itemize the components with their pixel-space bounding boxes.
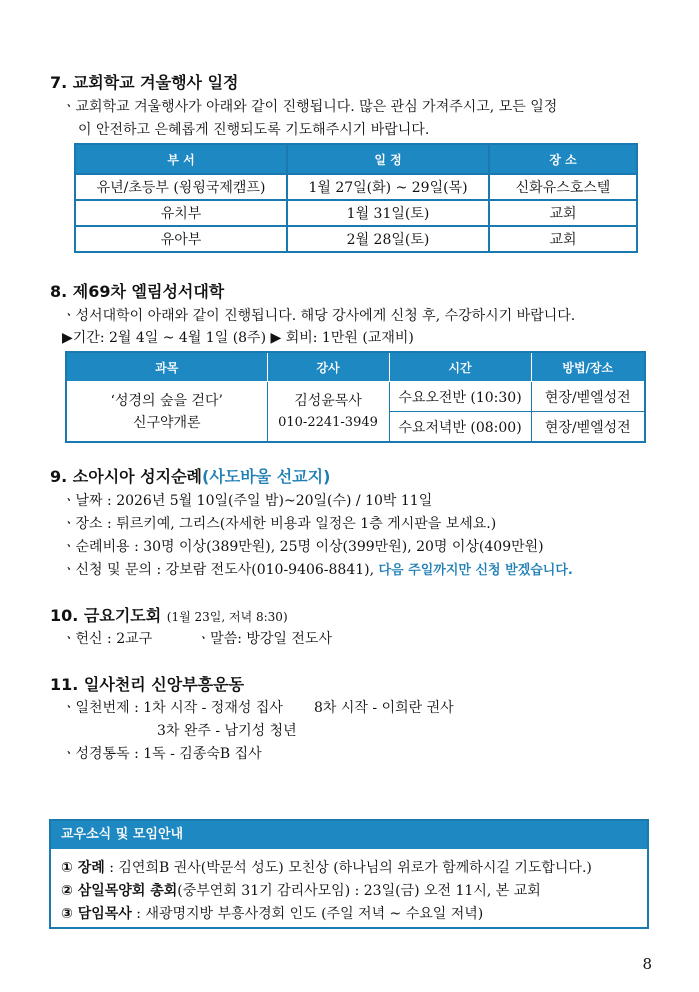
table-row	[75, 174, 637, 200]
lecturer-phone: 010-2241-3949	[278, 414, 378, 430]
section-7-title: 7. 교회학교 겨울행사 일정	[50, 73, 239, 92]
col-header: 강사	[267, 352, 389, 382]
section-9-contact	[62, 559, 573, 579]
section-9-cost: ㆍ순례비용 : 30명 이상(389만원), 25명 이상(399만원), 20명 이상(409만원)	[62, 539, 544, 555]
bible-college-table	[65, 351, 646, 443]
table-cell: 유치부	[75, 200, 287, 226]
church-news-box	[49, 819, 649, 929]
col-header: 시간	[389, 352, 531, 382]
section-9-place: ㆍ장소 : 튀르키예, 그리스(자세한 비용과 일정은 1층 게시판을 보세요.)	[62, 516, 497, 532]
table-cell: 교회	[489, 200, 637, 226]
table-cell: 현장/벧엘성전	[531, 382, 645, 412]
table-cell: 유아부	[75, 226, 287, 252]
table-cell: 수요저녁반 (08:00)	[389, 412, 531, 443]
table-cell: 1월 31일(토)	[287, 200, 489, 226]
news-item-3-label: ③ 담임목사	[61, 906, 132, 922]
winter-events-table	[74, 143, 638, 253]
section-7-line-1: ㆍ교회학교 겨울행사가 아래와 같이 진행됩니다. 많은 관심 가져주시고, 모든 일정	[62, 99, 558, 115]
col-header: 장 소	[489, 144, 637, 174]
news-item-2	[61, 880, 541, 900]
section-9-date: ㆍ날짜 : 2026년 5월 10일(주일 밤)~20일(수) / 10박 11일	[62, 493, 433, 509]
course-title: ‘성경의 숲을 걷다’	[110, 392, 223, 409]
news-item-1-text: : 김연희B 권사(박문석 성도) 모친상 (하나님의 위로가 함께하시길 기도합니다.)	[104, 860, 592, 876]
section-8-period-fee: ▶기간: 2월 4일 ~ 4월 1일 (8주) ▶ 회비: 1만원 (교재비)	[62, 330, 414, 346]
col-header: 일 정	[287, 144, 489, 174]
section-11-line-3: ㆍ성경통독 : 1독 - 김종숙B 집사	[62, 746, 262, 762]
news-item-3	[61, 903, 483, 923]
table-row	[75, 200, 637, 226]
col-header: 과목	[66, 352, 267, 382]
news-item-3-text: : 새광명지방 부흥사경회 인도 (주일 저녁 ~ 수요일 저녁)	[131, 906, 484, 922]
section-9-contact-text: ㆍ신청 및 문의 : 강보람 전도사(010-9406-8841),	[62, 562, 375, 578]
section-11-title: 11. 일사천리 신앙부흥운동	[50, 675, 245, 694]
section-11-line-1: ㆍ일천번제 : 1차 시작 - 정재성 집사 8차 시작 - 이희란 권사	[62, 700, 454, 716]
table-cell: 2월 28일(토)	[287, 226, 489, 252]
news-item-1-label: ① 장례	[61, 860, 105, 876]
section-7-line-2: 이 안전하고 은혜롭게 진행되도록 기도해주시기 바랍니다.	[78, 122, 430, 138]
news-item-2-text: (중부연회 31기 감리사모임) : 23일(금) 오전 11시, 본 교회	[177, 883, 541, 899]
news-item-1	[61, 857, 592, 877]
table-cell: 유년/초등부 (윙윙국제캠프)	[75, 174, 287, 200]
table-cell: 신화유스호스텔	[489, 174, 637, 200]
section-11-line-2: 3차 완주 - 남기성 청년	[157, 723, 297, 739]
course-subtitle: 신구약개론	[132, 414, 201, 431]
section-10-title-date: (1월 23일, 저녁 8:30)	[166, 610, 288, 624]
col-header: 방법/장소	[531, 352, 645, 382]
table-header-row	[66, 352, 645, 382]
section-9-title	[50, 464, 330, 487]
lecturer-cell	[267, 382, 389, 443]
section-8-line-1: ㆍ성서대학이 아래와 같이 진행됩니다. 해당 강사에게 신청 후, 수강하시기 바랍니다.	[62, 308, 576, 324]
section-9-title-main: 9. 소아시아 성지순례	[50, 467, 202, 486]
table-cell: 수요오전반 (10:30)	[389, 382, 531, 412]
section-9-deadline: 다음 주일까지만 신청 받겠습니다.	[378, 563, 573, 578]
section-9-title-accent: (사도바울 선교지)	[202, 467, 331, 486]
news-item-2-label: ② 삼일목양회 총회	[61, 883, 178, 899]
section-10-title-main: 10. 금요기도회	[50, 606, 162, 625]
table-cell: 현장/벧엘성전	[531, 412, 645, 443]
lecturer-name: 김성윤목사	[294, 392, 362, 409]
page-number: 8	[642, 955, 652, 973]
section-10-title	[50, 603, 288, 626]
section-8-title: 8. 제69차 엘림성서대학	[50, 282, 225, 301]
table-row	[75, 226, 637, 252]
table-cell: 교회	[489, 226, 637, 252]
table-cell: 1월 27일(화) ~ 29일(목)	[287, 174, 489, 200]
course-cell	[66, 382, 267, 443]
church-news-title: 교우소식 및 모임안내	[51, 821, 647, 849]
table-row	[66, 382, 645, 412]
table-header-row	[75, 144, 637, 174]
section-10-line: ㆍ헌신 : 2교구 ㆍ말씀: 방강일 전도사	[62, 631, 332, 647]
col-header: 부 서	[75, 144, 287, 174]
